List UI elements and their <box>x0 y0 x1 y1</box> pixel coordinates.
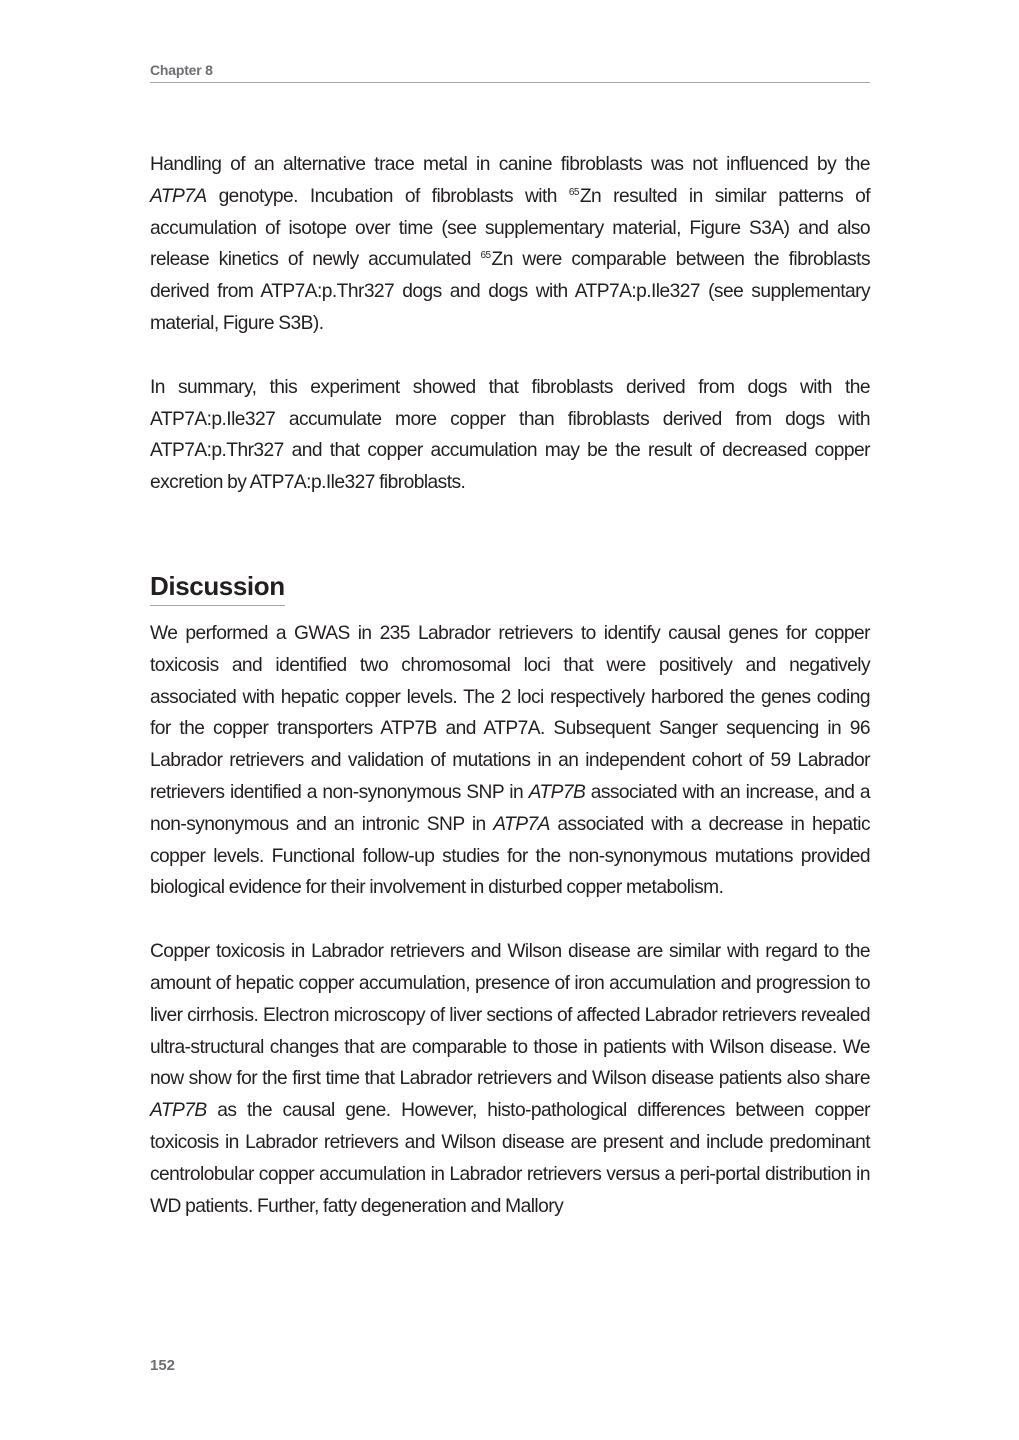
paragraph-spacer <box>150 904 870 936</box>
page-number: 152 <box>150 1357 176 1374</box>
running-header <box>150 60 870 83</box>
paragraph-spacer <box>150 340 870 372</box>
text-run: as the causal gene. However, histo-pathological differences between copper toxicosis in Labrador retrievers and Wilson disease are present and include predominant centrolobular copper accumulation in Labrador retrievers versus a peri-portal distribution in WD patients. Further, fatty degeneration and Mallory <box>150 1100 870 1217</box>
gene-name-italic: ATP7A <box>150 185 207 207</box>
text-run: Copper toxicosis in Labrador retrievers and Wilson disease are similar with regard to the amount of hepatic copper accumulation, presence of iron accumulation and progression to liver cirrhosis. Electron microscopy of liver sections of affected Labrador retrievers revealed ultra-structural changes that are comparable to those in patients with Wilson disease. We now show for the first time that Labrador retrievers and Wilson disease patients also share <box>150 941 870 1090</box>
text-run: Zn resulted in similar patterns of accumulation of isotope over time (see supplementary material, Figure S3A) and also release kinetics of newly accumulated <box>150 185 870 271</box>
results-summary-paragraph: In summary, this experiment showed that fibroblasts derived from dogs with the ATP7A:p.Ile327 accumulate more copper than fibroblasts derived from dogs with ATP7A:p.Thr327 and that copper accumulation may be the result of decreased copper excretion by ATP7A:p.Ile327 fibroblasts. <box>150 376 870 494</box>
text-run: associated with an increase, and a non-synonymous and an intronic SNP in <box>150 781 870 835</box>
isotope-superscript: 65 <box>480 250 491 262</box>
isotope-superscript: 65 <box>568 186 579 198</box>
text-run: Zn were comparable between the fibroblasts derived from ATP7A:p.Thr327 dogs and dogs with ATP7A:p.Ile327 (see supplementary material, Figure S3B). <box>150 249 870 334</box>
gene-name-italic: ATP7B <box>150 1100 207 1122</box>
gene-name-italic: ATP7B <box>528 781 586 803</box>
chapter-title: Chapter 8 <box>150 62 213 78</box>
text-run: associated with a decrease in hepatic copper levels. Functional follow-up studies for the non-synonymous mutations provided biological evidence for their involvement in disturbed copper metabolism. <box>150 813 870 899</box>
section-heading-discussion: Discussion <box>150 569 285 606</box>
discussion-paragraph-2 <box>150 936 870 1222</box>
section-heading-wrapper <box>150 547 870 601</box>
gene-name-italic: ATP7A <box>493 813 550 835</box>
results-paragraph-zinc <box>150 149 870 340</box>
text-run: We performed a GWAS in 235 Labrador retrievers to identify causal genes for copper toxicosis and identified two chromosomal loci that were positively and negatively associated with hepatic copper levels. The 2 loci respectively harbored the genes coding for the copper transporters ATP7B and ATP7A. Subsequent Sanger sequencing in 96 Labrador retrievers and validation of mutations in an independent cohort of 59 Labrador retrievers identified a non-synonymous SNP in <box>150 622 870 803</box>
text-run: Handling of an alternative trace metal in canine fibroblasts was not influenced by the <box>150 154 870 175</box>
discussion-paragraph-1 <box>150 618 870 904</box>
text-run: genotype. Incubation of fibroblasts with <box>206 185 569 207</box>
page-body <box>150 149 870 1222</box>
